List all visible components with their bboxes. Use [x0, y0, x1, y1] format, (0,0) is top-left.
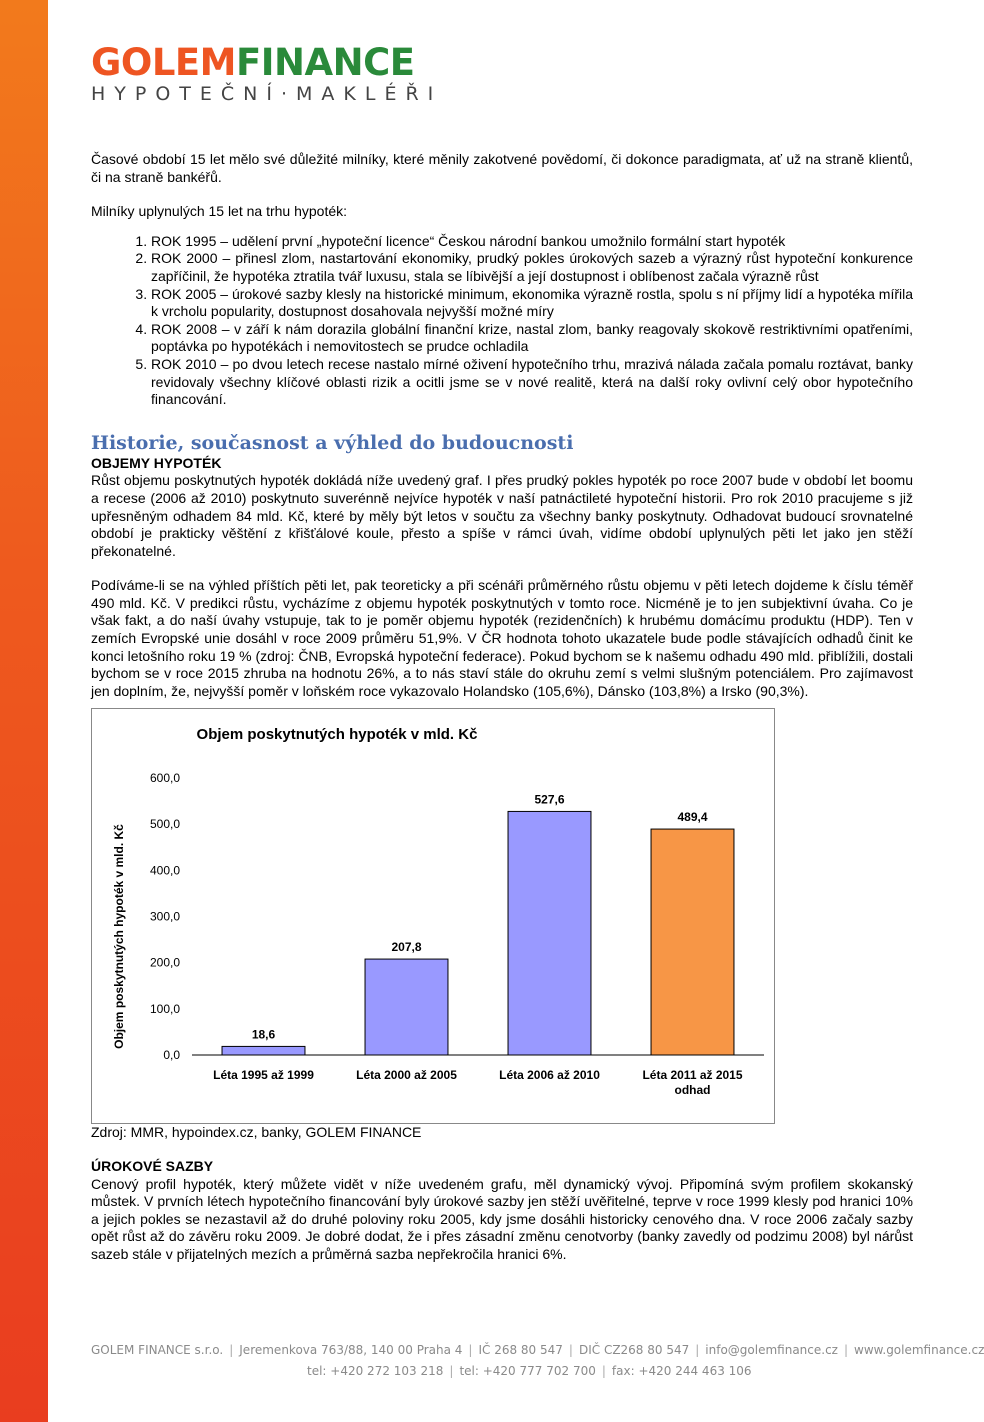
milestone-year: ROK 2000 — [151, 250, 218, 267]
volumes-paragraph-2: Podíváme-li se na výhled příštích pěti let, pak teoreticky a při scénáři průměrného růstu objemu v pěti letech dojdeme k číslu téměř 490 mld. Kč. V predikci růstu, vycházíme z objemu hypoték poskytnutých v tomto roce. Nicméně je to jen subjektivní úvaha. Co je však fakt, a do naší úvahy vstupuje, tak to je poměr objemu hypoték (rezidenčních) k hrubému domácímu produktu (HDP). Ten v zemích Evropské unie dosáhl v roce 2009 průměru 51,9%. V ČR hodnota tohoto ukazatele bude podle stávajících odhadů činit ke konci letošního roku 19 % (zdroj: ČNB, Evropská hypoteční federace). Pokud bychom se k našemu odhadu 490 mld. přiblížili, dostali bychom se v roce 2015 zhruba na hodnotu 26%, a to nás staví stále do okruhu zemí s velmi slušným potenciálem. Pro zajímavost jen doplním, že, nejvyšší poměr v loňském roce vykazovalo Holandsko (105,6%), Dánsko (103,8%) a Irsko (90,3%). — [91, 577, 913, 699]
milestones-title: Milníky uplynulých 15 let na trhu hypoték: — [91, 203, 348, 220]
chart-source: Zdroj: MMR, hypoindex.cz, banky, GOLEM FINANCE — [91, 1124, 422, 1141]
logo-part-golem: GOLEM — [91, 41, 236, 84]
chart-bar — [508, 812, 591, 1056]
chart-bar — [222, 1047, 305, 1056]
chart-value-label: 489,4 — [677, 810, 708, 825]
page-footer: GOLEM FINANCE s.r.o. | Jeremenkova 763/88, 140 00 Praha 4 | IČ 268 80 547 | DIČ CZ268 80 547 | info@golemfinance.cz | www.golemfinance.cz tel: +420 272 103 218 | tel: +420 777 702 700 | fax: +420 244 463 106 — [91, 1343, 984, 1378]
chart-category-label: Léta 2000 až 2005 — [356, 1068, 457, 1083]
chart-category-label: odhad — [674, 1083, 711, 1098]
footer-address: Jeremenkova 763/88, 140 00 Praha 4 — [239, 1343, 463, 1357]
intro-paragraph: Časové období 15 let mělo své důležité milníky, které měnily zakotvené povědomí, či dokonce paradigmata, ať už na straně klientů, či na straně bankéřů. — [91, 151, 913, 185]
milestone-text: – udělení první „hypoteční licence“ Českou národní bankou umožnilo formální start hypoték — [216, 232, 786, 249]
chart-y-tick-label: 300,0 — [149, 909, 180, 924]
milestone-year: ROK 2005 — [151, 285, 217, 302]
chart-y-tick-label: 200,0 — [149, 956, 180, 971]
chart-value-label: 18,6 — [251, 1027, 276, 1042]
milestone-item — [151, 286, 913, 321]
footer-dic: DIČ CZ268 80 547 — [578, 1343, 690, 1357]
chart-y-tick-label: 100,0 — [149, 1002, 180, 1017]
milestone-text: – po dvou letech recese nastalo mírné oživení hypotečního trhu, mrazivá nálada začala pomalu roztávat, banky revidovaly všechny klíčové oblasti rizik a ocitli jsme se v nové realitě, která na další roky ovlivní celý obor hypotečního financování. — [151, 355, 913, 408]
chart-bar — [365, 960, 448, 1056]
logo-part-finance: FINANCE — [236, 41, 415, 84]
footer-tel-1: tel: +420 272 103 218 — [307, 1364, 444, 1378]
milestone-item — [151, 250, 913, 285]
rates-paragraph: Cenový profil hypoték, který můžete vidět v níže uvedeném grafu, měl dynamický vývoj. Připomíná svým profilem skokanský můstek. V prvních létech hypotečního financování byly úrokové sazby jen stěží uvěřitelné, teprve v roce 1999 klesly pod hranici 10% a jejich pokles se nezastavil až do druhé poloviny roku 2005, kdy jsme dosáhli historicky cenového dna. V roce 2006 začaly sazby opět růst až do závěru roku 2009. Je dobré dodat, že i přes zásadní změnu cenotvorby (banky zavedly od podzimu 2008) byl nárůst sazeb stále v přijatelných mezích a průměrná sazba nepřekročila hranici 6%. — [91, 1175, 913, 1262]
chart-bar — [651, 829, 734, 1055]
milestone-text: – přinesl zlom, nastartování ekonomiky, prudký pokles úrokových sazeb a výrazný růst hypoteční konkurence zapříčinil, že hypotéka ztratila tvář luxusu, stala se líbivější a její dostupnost i oblíbenost začala výrazně růst — [151, 250, 913, 284]
volumes-paragraph-1: Růst objemu poskytnutých hypoték dokládá níže uvedený graf. I přes prudký pokles hypoték po roce 2007 bude v období let boomu a recese (2006 až 2010) poskytnuto suverénně nejvíce hypoték v naší patnáctileté hypoteční historii. Pro rok 2010 pracujeme s již upřesněným odhadem 84 mld. Kč, které by měly být letos v součtu za všechny banky poskytnuty. Odhadovat budoucí srovnatelné období je prakticky věštění z křišťálové koule, přesto a spíše v rámci úvah, vidíme období uplynulých pěti let jako jen stěží překonatelné. — [91, 472, 913, 559]
milestone-item — [151, 356, 913, 409]
logo-wordmark — [91, 41, 442, 84]
milestone-item — [151, 233, 913, 251]
footer-email[interactable]: info@golemfinance.cz — [705, 1343, 838, 1357]
document-body — [91, 151, 913, 1264]
chart-canvas — [92, 709, 774, 1123]
footer-web[interactable]: www.golemfinance.cz — [854, 1343, 984, 1357]
footer-tel-2: tel: +420 777 702 700 — [459, 1364, 596, 1378]
chart-category-label: Léta 1995 až 1999 — [213, 1068, 314, 1083]
chart-y-tick-label: 500,0 — [149, 817, 180, 832]
section-title: Historie, současnost a výhled do budoucnosti — [91, 431, 574, 454]
milestone-year: ROK 2008 — [151, 320, 218, 337]
chart-y-tick-label: 400,0 — [149, 863, 180, 878]
footer-company: GOLEM FINANCE s.r.o. — [91, 1343, 224, 1357]
chart-y-tick-label: 0,0 — [163, 1048, 180, 1063]
chart-category-label: Léta 2011 až 2015 — [642, 1068, 743, 1083]
volumes-heading: OBJEMY HYPOTÉK — [91, 454, 222, 471]
footer-ico: IČ 268 80 547 — [478, 1343, 563, 1357]
chart-y-axis-label: Objem poskytnutých hypoték v mld. Kč — [112, 824, 126, 1050]
orange-side-bar — [0, 0, 48, 1422]
chart-title: Objem poskytnutých hypoték v mld. Kč — [196, 726, 478, 744]
milestone-text: – v září k nám dorazila globální finanční krize, nastal zlom, banky reagovaly skokově restriktivními opatřeními, poptávka po hypotékách i nemovitostech se prudce ochladila — [151, 320, 913, 355]
milestone-year: ROK 2010 — [151, 355, 217, 372]
mortgage-volume-chart — [91, 708, 775, 1124]
chart-y-tick-label: 600,0 — [149, 771, 180, 786]
milestone-text: – úrokové sazby klesly na historické minimum, ekonomika výrazně rostla, spolu s ní příjmy lidí a hypotéka mířila k vrcholu popularity, dostupnost dosahovala nejvyšší možné míry — [151, 285, 913, 320]
chart-value-label: 527,6 — [534, 792, 565, 807]
milestone-item — [151, 321, 913, 356]
logo-tagline: HYPOTEČNÍ·MAKLÉŘI — [91, 83, 443, 105]
rates-heading: ÚROKOVÉ SAZBY — [91, 1158, 214, 1175]
milestone-year: ROK 1995 — [151, 232, 217, 249]
company-logo — [91, 41, 443, 105]
chart-value-label: 207,8 — [391, 940, 422, 955]
chart-category-label: Léta 2006 až 2010 — [499, 1068, 600, 1083]
milestones-list — [91, 233, 913, 409]
footer-fax: fax: +420 244 463 106 — [611, 1364, 752, 1378]
